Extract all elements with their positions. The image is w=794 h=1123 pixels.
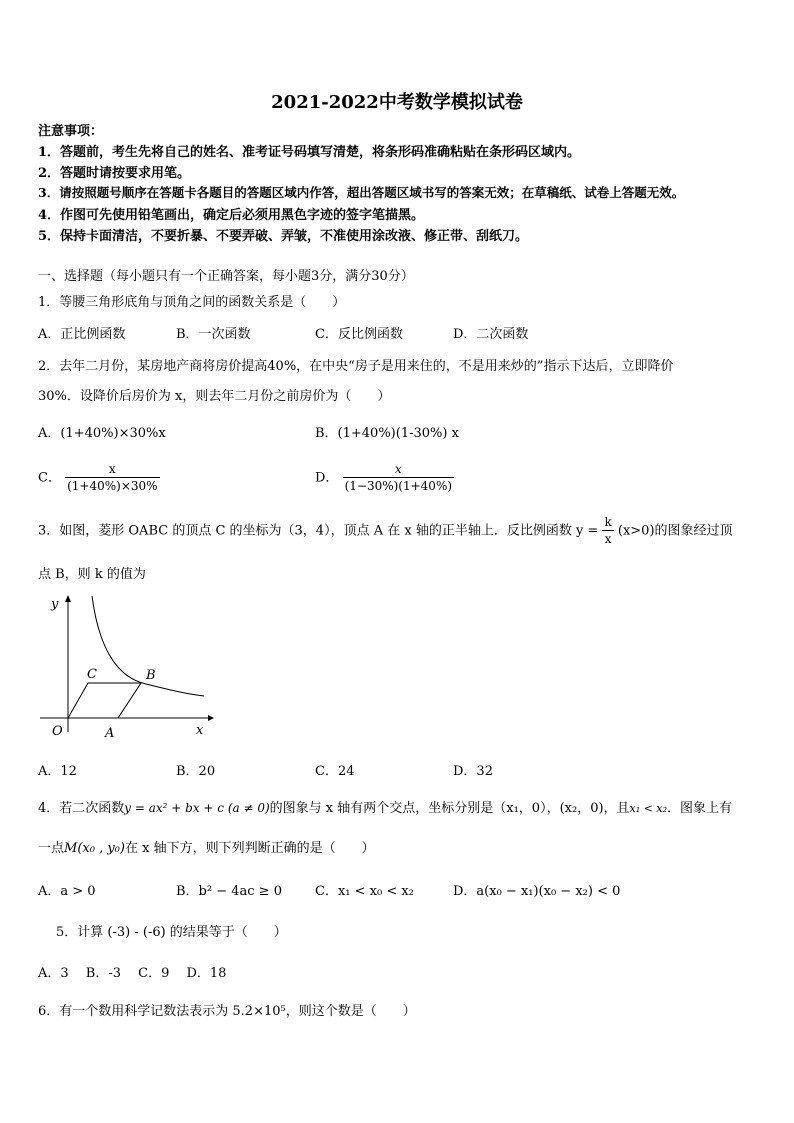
question-1-stem: 1．等腰三角形底角与顶角之间的函数关系是（ ） [38, 295, 346, 310]
question-6-stem: 6．有一个数用科学记数法表示为 5.2×10⁵，则这个数是（ ） [38, 1004, 416, 1019]
q4-option-c: C．x₁ < x₀ < x₂ [315, 884, 414, 899]
q3-fraction [602, 515, 613, 547]
note-2: 2．答题时请按要求用笔。 [38, 166, 191, 181]
q4-point: M(x₀ , y₀) [64, 841, 125, 856]
graph-y-label: y [51, 597, 59, 612]
q2-c-numerator: x [108, 462, 116, 476]
q2-d-denominator: (1−30%)(1+40%) [344, 479, 453, 493]
question-4-line2 [38, 837, 375, 856]
q4-option-a: A．a > 0 [38, 884, 96, 899]
notes-heading: 注意事项： [38, 124, 104, 139]
q1-option-a: A．正比例函数 [38, 327, 126, 342]
q1-option-d: D．二次函数 [453, 327, 529, 342]
graph-point-c-label: C [87, 667, 97, 682]
q5-options: A．3 B．-3 C．9 D．18 [38, 966, 227, 981]
question-2-line1: 2．去年二月份，某房地产商将房价提高40%，在中央“房子是用来住的，不是用来炒的”指示下达后，立即降价 [38, 359, 674, 374]
q2-option-d-fraction [343, 462, 454, 494]
page-title: 2021-2022中考数学模拟试卷 [271, 92, 523, 113]
note-3: 3．请按照题号顺序在答题卡各题目的答题区域内作答，超出答题区域书写的答案无效；在草稿纸、试卷上答题无效。 [38, 185, 685, 200]
q3-frac-numerator: k [604, 515, 612, 529]
graph-origin-label: O [52, 724, 63, 739]
q4-text-post: ．图象上有 [666, 801, 732, 816]
question-3-line2: 点 B，则 k 的值为 [38, 567, 146, 582]
q2-option-b: B．(1+40%)(1-30%) x [315, 426, 459, 441]
q3-text-post: (x>0)的图象经过顶 [617, 523, 733, 539]
q1-option-b: B．一次函数 [176, 327, 251, 342]
rhombus-graph [36, 592, 216, 742]
q3-option-b: B．20 [176, 764, 216, 779]
q2-d-numerator: x [394, 462, 402, 476]
q3-option-c: C．24 [315, 764, 355, 779]
note-1: 1．答题前，考生先将自己的姓名、准考证号码填写清楚，将条形码准确粘贴在条形码区域内。 [38, 145, 581, 160]
question-5-stem: 5．计算 (-3) - (-6) 的结果等于（ ） [56, 925, 287, 940]
q2-option-c-label: C． [38, 470, 61, 486]
note-5: 5．保持卡面清洁，不要折暴、不要弄破、弄皱，不准使用涂改液、修正带、刮纸刀。 [38, 229, 529, 244]
q3-option-d: D．32 [453, 764, 493, 779]
question-4-line1 [38, 797, 732, 816]
q4-line2-pre: 一点 [38, 841, 65, 856]
q3-text-pre: 3．如图，菱形 OABC 的顶点 C 的坐标为（3，4），顶点 A 在 x 轴的正半轴上．反比例函数 y = [38, 523, 599, 539]
rhombus-oabc [68, 683, 141, 718]
y-axis-arrow [65, 595, 71, 602]
q2-option-d [315, 462, 454, 494]
q2-option-c [38, 462, 160, 494]
q4-text-pre: 4．若二次函数 [38, 801, 125, 816]
q2-c-denominator: (1+40%)×30% [67, 479, 158, 493]
q4-line2-post: 在 x 轴下方，则下列判断正确的是（ ） [124, 841, 375, 856]
q1-option-c: C．反比例函数 [315, 327, 403, 342]
graph-point-b-label: B [146, 668, 156, 683]
graph-point-a-label: A [105, 726, 115, 741]
q4-function: y = ax² + bx + c (a ≠ 0) [124, 801, 270, 815]
section-heading: 一、选择题（每小题只有一个正确答案，每小题3分，满分30分） [38, 269, 414, 284]
q4-text-mid: 的图象与 x 轴有两个交点，坐标分别是（x₁，0），(x₂，0)，且 [269, 801, 630, 816]
graph-x-label: x [196, 723, 204, 738]
q2-option-c-fraction [65, 462, 159, 494]
question-2-line2: 30%．设降价后房价为 x，则去年二月份之前房价为（ ） [38, 389, 391, 404]
q2-option-a: A．(1+40%)×30%x [38, 426, 166, 441]
q4-option-d: D．a(x₀ − x₁)(x₀ − x₂) < 0 [453, 884, 621, 899]
q3-option-a: A．12 [38, 764, 77, 779]
question-3-line1 [38, 515, 733, 547]
x-axis-arrow [208, 715, 214, 721]
note-4: 4．作图可先使用铅笔画出，确定后必须用黑色字迹的签字笔描黑。 [38, 208, 425, 223]
q3-frac-denominator: x [602, 530, 613, 547]
q2-option-d-label: D． [315, 470, 339, 486]
q4-condition: x₁ < x₂ [629, 802, 667, 815]
q4-option-b: B．b² − 4ac ≥ 0 [176, 884, 282, 899]
